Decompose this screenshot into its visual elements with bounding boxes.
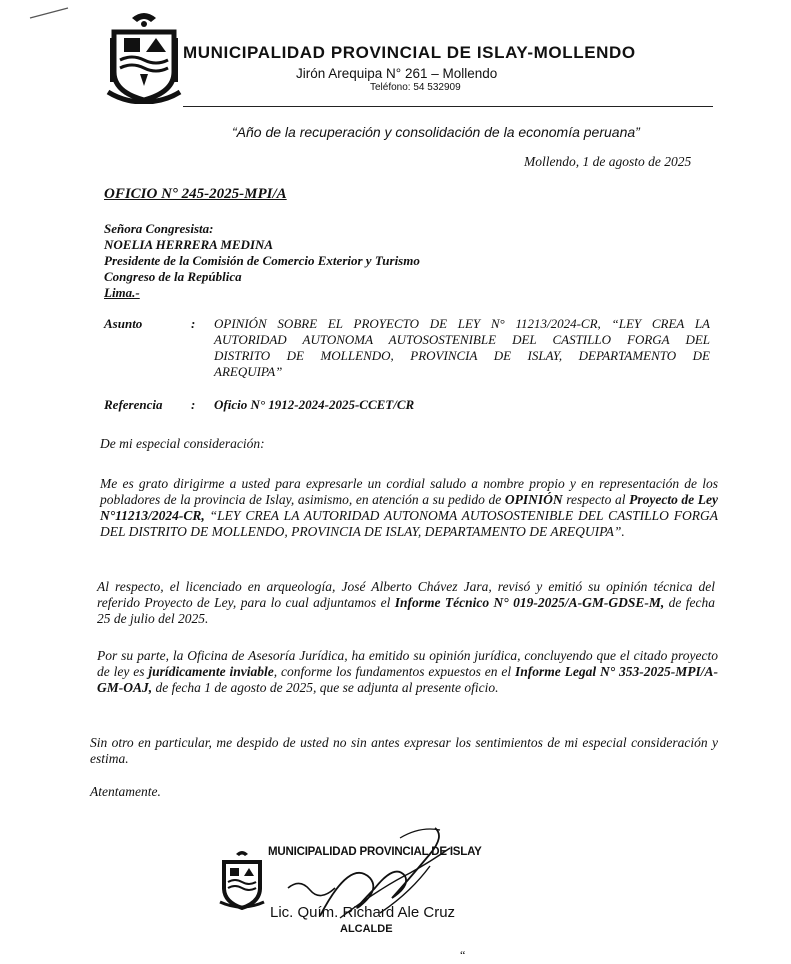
body-paragraph-4: Sin otro en particular, me despido de usted no sin antes expresar los sentimientos de mi especial consideración y estima.: [90, 735, 718, 766]
closing: Atentamente.: [90, 784, 161, 799]
municipal-crest-logo: [104, 8, 184, 104]
p3-bold-inviable: jurídicamente inviable: [148, 664, 274, 679]
asunto-line-1: OPINIÓN SOBRE EL PROYECTO DE LEY N° 11213/2024-CR, “LEY CREA LA: [214, 316, 710, 331]
greeting: De mi especial consideración:: [100, 436, 265, 451]
body-paragraph-2: [97, 579, 715, 627]
p2-text-2: de fecha 25 de julio del 2025.: [97, 595, 716, 626]
oficio-number: OFICIO N° 245-2025-MPI/A: [104, 186, 287, 202]
p3-bold-informe-legal: Informe Legal N° 353-2025-MPI/A-GM-OAJ,: [97, 664, 718, 695]
p2-bold-informe: Informe Técnico N° 019-2025/A-GM-GDSE-M,: [394, 595, 665, 610]
addressee-city: Lima.-: [104, 285, 140, 300]
p1-text-2: respecto al: [562, 492, 630, 507]
asunto-colon: :: [191, 316, 196, 331]
p3-text-1: Por su parte, la Oficina de Asesoría Jurídica, ha emitido su opinión jurídica, concluyendo que el citado proyecto de ley es: [97, 648, 718, 679]
referencia-label: Referencia: [104, 397, 163, 412]
stamp-municipality: MUNICIPALIDAD PROVINCIAL DE ISLAY: [268, 846, 482, 858]
asunto-text: [214, 316, 710, 380]
addressee-position: Presidente de la Comisión de Comercio Exterior y Turismo: [104, 253, 420, 268]
stamp-signatory-role: ALCALDE: [340, 923, 393, 935]
p1-text-3: “LEY CREA LA AUTORIDAD AUTONOMA AUTOSOSTENIBLE DEL CASTILLO FORGA DEL DISTRITO DE MOLLENDO, PROVINCIA DE ISLAY, DEPARTAMENTO DE AREQUIPA”.: [100, 508, 718, 539]
handwritten-signature: [280, 818, 470, 928]
municipality-title: MUNICIPALIDAD PROVINCIAL DE ISLAY-MOLLENDO: [183, 43, 636, 62]
municipality-address: Jirón Arequipa N° 261 – Mollendo: [296, 66, 498, 81]
p2-text-1: Al respecto, el licenciado en arqueología, José Alberto Chávez Jara, revisó y emitió su opinión técnica del referido Proyecto de Ley, para lo cual adjuntamos el: [97, 579, 715, 610]
page-mark: “: [460, 948, 466, 962]
year-motto: “Año de la recuperación y consolidación de la economía peruana”: [232, 124, 640, 140]
asunto-line-2: AUTORIDAD AUTONOMA AUTOSOSTENIBLE DEL CASTILLO FORGA DEL: [214, 332, 710, 347]
p1-bold-opinion: OPINIÓN: [504, 492, 563, 507]
stamp-signatory-name: Lic. Quím. Richard Ale Cruz: [270, 904, 456, 921]
referencia-value: Oficio N° 1912-2024-2025-CCET/CR: [214, 397, 415, 412]
p3-text-2: , conforme los fundamentos expuestos en el: [273, 664, 515, 679]
header-divider: [183, 106, 713, 107]
referencia-colon: :: [191, 397, 196, 412]
municipality-phone: Teléfono: 54 532909: [370, 82, 461, 93]
addressee-name: NOELIA HERRERA MEDINA: [104, 237, 274, 252]
asunto-line-4: AREQUIPA”: [214, 364, 283, 379]
asunto-line-3: DISTRITO DE MOLLENDO, PROVINCIA DE ISLAY, DEPARTAMENTO DE: [214, 348, 710, 363]
asunto-label: Asunto: [104, 316, 143, 331]
pen-stroke-mark: [28, 6, 70, 20]
place-date: Mollendo, 1 de agosto de 2025: [524, 154, 692, 169]
p1-text-1: Me es grato dirigirme a usted para expresarle un cordial saludo a nombre propio y en representación de los pobladores de la provincia de Islay, asimismo, en atención a su pedido de: [100, 476, 718, 507]
addressee-institution: Congreso de la República: [104, 269, 242, 284]
p3-text-3: de fecha 1 de agosto de 2025, que se adjunta al presente oficio.: [152, 680, 499, 695]
p1-bold-proyecto: Proyecto de Ley N°11213/2024-CR,: [100, 492, 718, 523]
stamp-crest-logo: [218, 848, 266, 910]
body-paragraph-3: [97, 648, 718, 696]
body-paragraph-1: [100, 476, 718, 540]
addressee-salutation: Señora Congresista:: [104, 221, 214, 236]
